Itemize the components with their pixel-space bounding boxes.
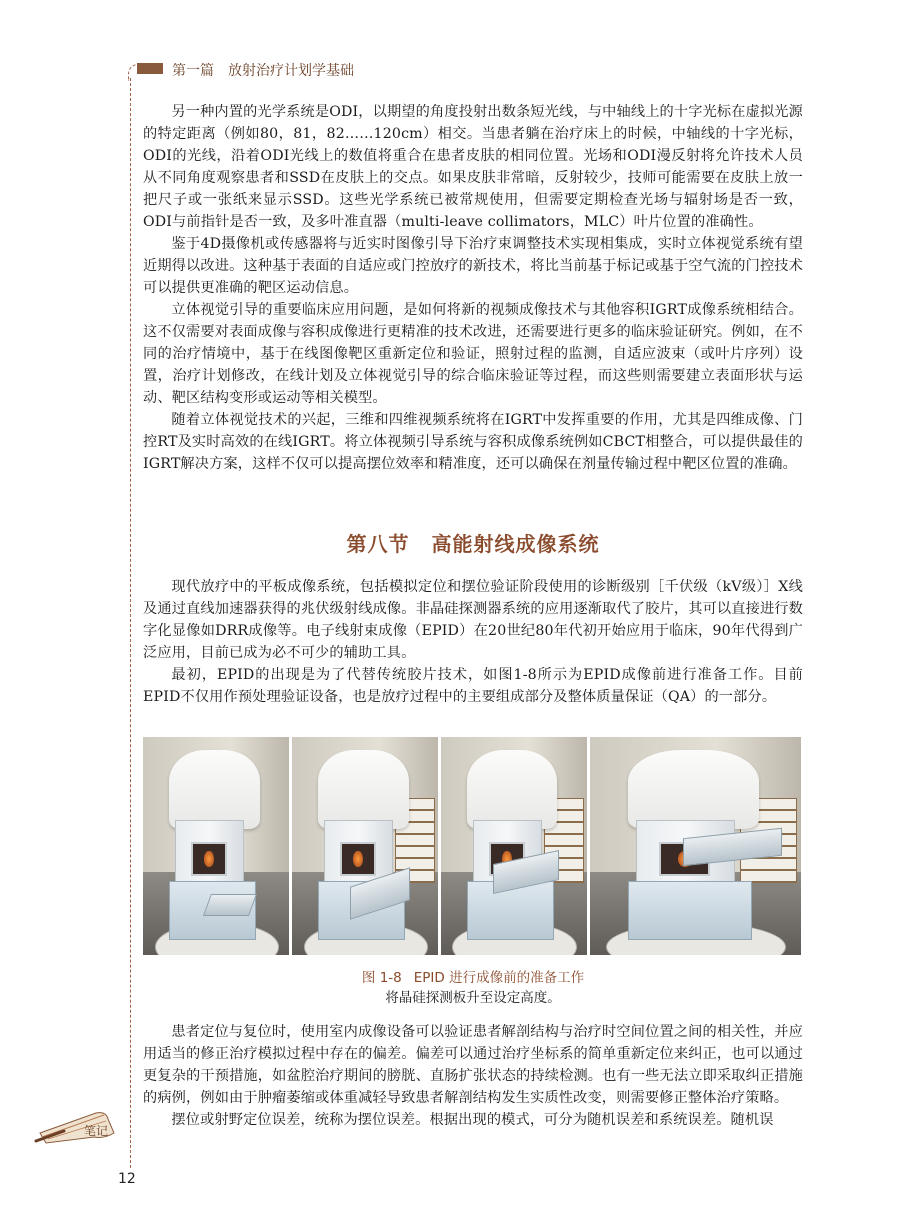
figure-subcaption: 将晶硅探测板升至设定高度。: [385, 990, 561, 1006]
paragraph: 摆位或射野定位误差，统称为摆位误差。根据出现的模式，可分为随机误差和系统误差。随机误: [171, 1112, 774, 1128]
figure-1-8: [143, 737, 801, 955]
section-heading: [143, 528, 803, 557]
header-part: 第一篇: [172, 63, 214, 79]
body-text-bottom: [143, 1021, 803, 1131]
paragraph: 随着立体视觉技术的兴起，三维和四维视频系统将在IGRT中发挥重要的作用，尤其是四维成像、门控RT及实时高效的在线IGRT。将立体视频引导系统与容积成像系统例如CBCT相整合，可以提供最佳的IGRT解决方案，这样不仅可以提高摆位效率和精准度，还可以确保在剂量传输过程中靶区位置的准确。: [143, 412, 803, 472]
paragraph: 立体视觉引导的重要临床应用问题，是如何将新的视频成像技术与其他容积IGRT成像系统相结合。这不仅需要对表面成像与容积成像进行更精准的技术改进，还需要进行更多的临床验证研究。例如，在不同的治疗情境中，基于在线图像靶区重新定位和验证，照射过程的监测，自适应波束（或叶片序列）设置，治疗计划修改，在线计划及立体视觉引导的综合临床验证等过程，而这些则需要建立表面形状与运动、靶区结构变形或运动等相关模型。: [143, 302, 803, 406]
figure-caption: [143, 966, 803, 986]
notes-scroll-icon: [34, 1103, 122, 1147]
photo-linac-step-2: [292, 737, 438, 955]
margin-dashed-line: [130, 78, 131, 1168]
body-text-top: [143, 101, 803, 475]
paragraph: 另一种内置的光学系统是ODI，以期望的角度投射出数条短光线，与中轴线上的十字光标在虚拟光源的特定距离（例如80，81，82……120cm）相交。当患者躺在治疗床上的时候，中轴线的十字光标，ODI的光线，沿着ODI光线上的数值将重合在患者皮肤的相同位置。光场和ODI漫反射将允许技术人员从不同角度观察患者和SSD在皮肤上的交点。如果皮肤非常暗，反射较少，技师可能需要在皮肤上放一把尺子或一张纸来显示SSD。这些光学系统已被常规使用，但需要定期检查光场与辐射场是否一致，ODI与前指针是否一致，及多叶准直器（multi-leave collimators，MLC）叶片位置的准确性。: [143, 104, 803, 230]
body-text-mid: [143, 576, 803, 708]
photo-linac-step-3: [441, 737, 587, 955]
header-title: 放射治疗计划学基础: [228, 63, 354, 79]
figure-title: EPID 进行成像前的准备工作: [413, 970, 585, 986]
section-title: 高能射线成像系统: [431, 532, 600, 556]
paragraph: 现代放疗中的平板成像系统，包括模拟定位和摆位验证阶段使用的诊断级别［千伏级（kV级）］X线及通过直线加速器获得的兆伏级射线成像。非晶硅探测器系统的应用逐渐取代了胶片，其可以直接进行数字化显像如DRR成像等。电子线射束成像（EPID）在20世纪80年代初开始应用于临床，90年代得到广泛应用，目前已成为必不可少的辅助工具。: [143, 579, 803, 661]
paragraph: 最初，EPID的出现是为了代替传统胶片技术，如图1-8所示为EPID成像前进行准备工作。目前EPID不仅用作预处理验证设备，也是放疗过程中的主要组成部分及整体质量保证（QA）的一部分。: [143, 667, 803, 705]
paragraph: 患者定位与复位时，使用室内成像设备可以验证患者解剖结构与治疗时空间位置之间的相关性，并应用适当的修正治疗模拟过程中存在的偏差。偏差可以通过治疗坐标系的简单重新定位来纠正，也可以通过更复杂的干预措施，如盆腔治疗期间的膀胱、直肠扩张状态的持续检测。也有一些无法立即采取纠正措施的病例，例如由于肿瘤萎缩或体重减轻导致患者解剖结构发生实质性改变，则需要修正整体治疗策略。: [143, 1024, 803, 1106]
page-number: 12: [118, 1171, 136, 1187]
notes-label: 笔记: [84, 1124, 109, 1138]
section-number: 第八节: [346, 532, 410, 556]
epid-panel: [203, 894, 257, 916]
paragraph: 鉴于4D摄像机或传感器将与近实时图像引导下治疗束调整技术实现相集成，实时立体视觉系统有望近期得以改进。这种基于表面的自适应或门控放疗的新技术，将比当前基于标记或基于空气流的门控技术可以提供更准确的靶区运动信息。: [143, 236, 803, 296]
photo-linac-step-1: [143, 737, 289, 955]
photo-linac-step-4: [590, 737, 801, 955]
running-header: [172, 60, 368, 80]
figure-number: 图 1-8: [361, 970, 402, 986]
header-color-bar: [137, 63, 163, 74]
